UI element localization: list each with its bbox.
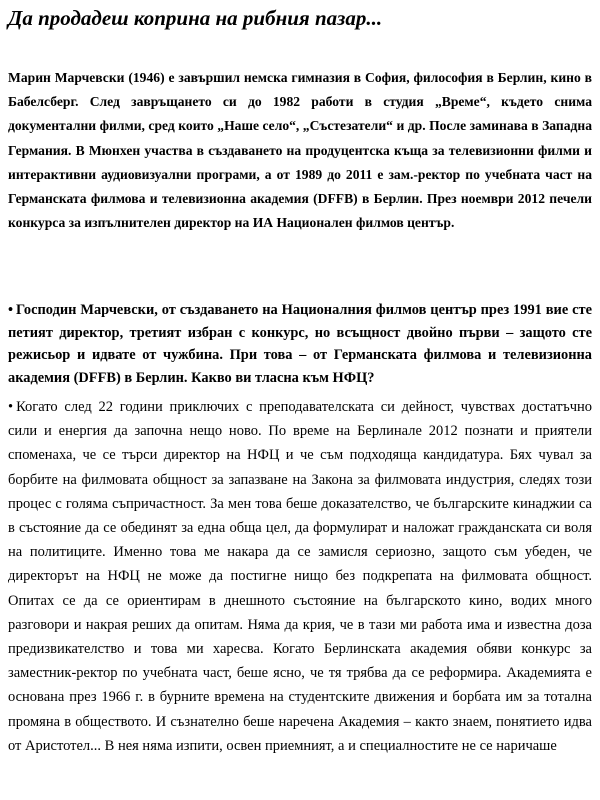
question-bullet: •: [8, 302, 14, 319]
answer-text: Когато след 22 години приключих с преподавателската си дейност, чувствах достатъчно сили и енергия да започна нещо ново. По време на Берлинале 2012 познати и приятели споменаха, че се търси директор на НФЦ и че съм подходяща кандидатура. Бях чувал за борбите на филмовата общност за запазване на Закона за филмовата индустрия, следях този процес с голяма съпричастност. За мен това беше доказателство, че българските кинаджии са в състояние да се обединят за една обща цел, да формулират и наложат гражданската си воля на политиците. Именно това ме накара да се замисля сериозно, защото съм убеден, че директорът на НФЦ не може да постигне нищо без подкрепата на филмовата общност. Опитах се да се ориентирам в днешното състояние на българското кино, водих много разговори и накрая реших да опитам. Няма да крия, че в тази ми работа има и известна доза предизвикателство и това ми харесва. Когато Берлинската академия обяви конкурс за заместник-ректор по учебната част, беше ясно, че тя трябва да се реформира. Академията е основана през 1966 г. в бурните времена на студентските движения и борбата им за тотална промяна в обществото. И съзнателно беше наречена Академия – както знаем, понятието идва от Аристотел... В нея няма изпити, освен приемният, а и специалностите не се наричаше: [8, 399, 592, 754]
answer-bullet: •: [8, 399, 14, 416]
article-title: Да продадеш коприна на рибния пазар...: [8, 6, 383, 30]
interview-answer: [8, 395, 592, 758]
author-bio: Марин Марчевски (1946) е завършил немска гимназия в София, философия в Берлин, кино в Бабелсберг. След завръщането си до 1982 работи в студия „Време“, където снима документални филми, сред които „Наше село“, „Състезатели“ и др. После заминава в Западна Германия. В Мюнхен участва в създаването на продуцентска къща за телевизионни филми и интерактивни аудиовизуални програми, а от 1989 до 2011 е зам.-ректор по учебната част на Германската филмова и телевизионна академия (DFFB) в Берлин. През ноември 2012 печели конкурса за изпълнителен директор на ИА Национален филмов център.: [8, 70, 592, 231]
interview-question: [8, 299, 592, 389]
question-text: Господин Марчевски, от създаването на Националния филмов център през 1991 вие сте петият директор, третият избран с конкурс, но всъщност двойно първи – защото сте режисьор и идвате от чужбина. При това – от Германската филмова и телевизионна академия (DFFB) в Берлин. Какво ви тласна към НФЦ?: [8, 302, 592, 386]
